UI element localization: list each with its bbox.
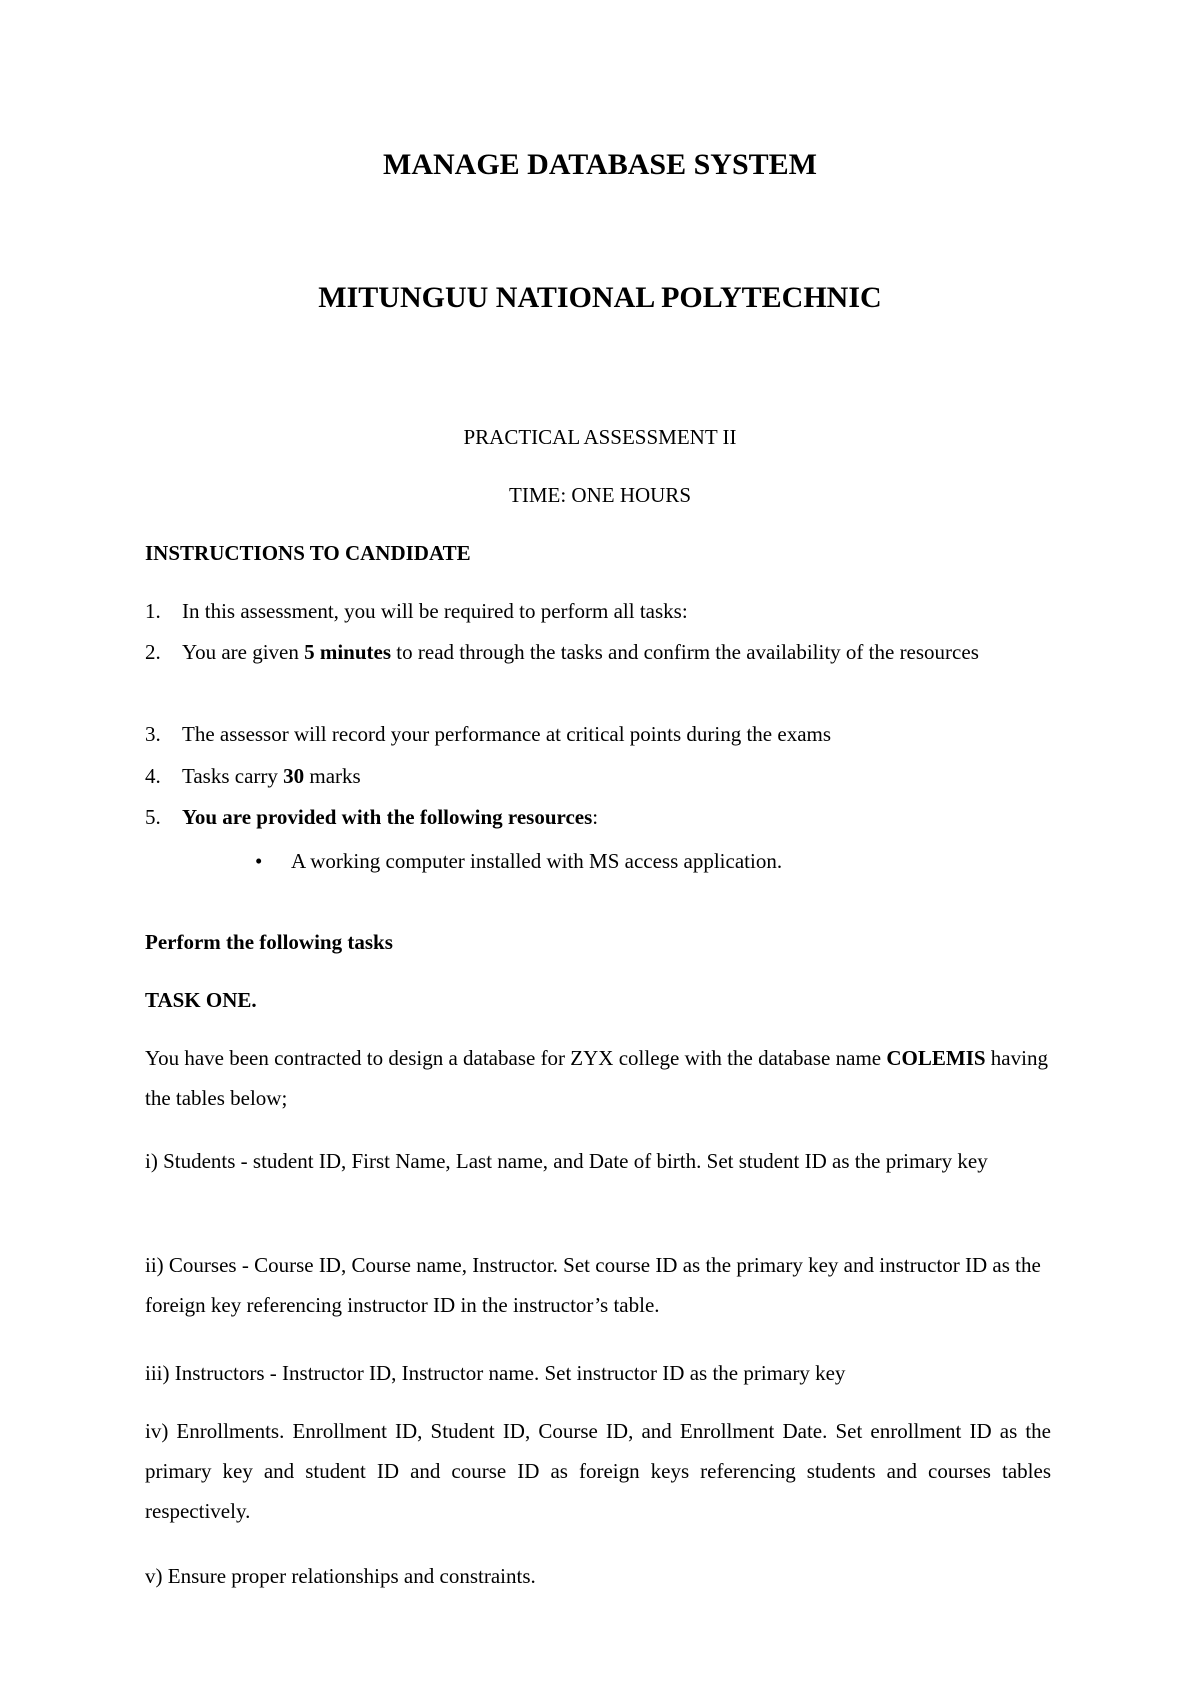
item-text-bold: 5 minutes [304, 640, 392, 664]
table-spec-enrollments: iv) Enrollments. Enrollment ID, Student ID, Course ID, and Enrollment Date. Set enrollment ID as the primary key and student ID and course ID as foreign keys referencing students and courses tables respectively. [145, 1419, 1051, 1523]
resource-text: A working computer installed with MS access application. [291, 849, 783, 873]
item-text-part: : [592, 805, 599, 829]
item-number: 1. [145, 599, 161, 623]
item-text-part: marks [304, 764, 361, 788]
item-number: 5. [145, 805, 161, 829]
time-allowed: TIME: ONE HOURS [509, 483, 691, 507]
item-number: 3. [145, 722, 161, 746]
item-text-part: Tasks carry [182, 764, 284, 788]
instructions-heading: INSTRUCTIONS TO CANDIDATE [145, 541, 471, 565]
table-spec-instructors: iii) Instructors - Instructor ID, Instructor name. Set instructor ID as the primary key [145, 1361, 846, 1385]
item-text [182, 797, 1051, 837]
assessment-title: PRACTICAL ASSESSMENT II [463, 425, 737, 449]
item-text-bold: You are provided with the following resources [182, 805, 593, 829]
tasks-heading: Perform the following tasks [145, 930, 393, 954]
task-one-heading: TASK ONE. [145, 988, 257, 1012]
bullet-icon: • [255, 849, 263, 873]
table-spec-courses: ii) Courses - Course ID, Course name, Instructor. Set course ID as the primary key and instructor ID as the foreign key referencing instructor ID in the instructor’s table. [145, 1253, 1041, 1317]
item-text [182, 632, 1051, 672]
item-text-part: You are given [182, 640, 305, 664]
item-text: The assessor will record your performance at critical points during the exams [182, 722, 832, 746]
course-title: MANAGE DATABASE SYSTEM [383, 148, 817, 181]
item-text-part: to read through the tasks and confirm the availability of the resources [391, 640, 979, 664]
item-text [182, 756, 1051, 796]
item-number: 4. [145, 764, 161, 788]
table-spec-students: i) Students - student ID, First Name, Last name, and Date of birth. Set student ID as the primary key [145, 1149, 988, 1173]
item-number: 2. [145, 640, 161, 664]
institution-name: MITUNGUU NATIONAL POLYTECHNIC [318, 281, 882, 314]
item-text-bold: 30 [283, 764, 305, 788]
task-one-intro [145, 1038, 1051, 1118]
constraints-note: v) Ensure proper relationships and constraints. [145, 1564, 536, 1588]
item-text: In this assessment, you will be required to perform all tasks: [182, 599, 688, 623]
intro-text: You have been contracted to design a database for ZYX college with the database name [145, 1046, 887, 1070]
intro-text: having the tables below; [145, 1046, 1048, 1110]
database-name: COLEMIS [886, 1046, 986, 1070]
